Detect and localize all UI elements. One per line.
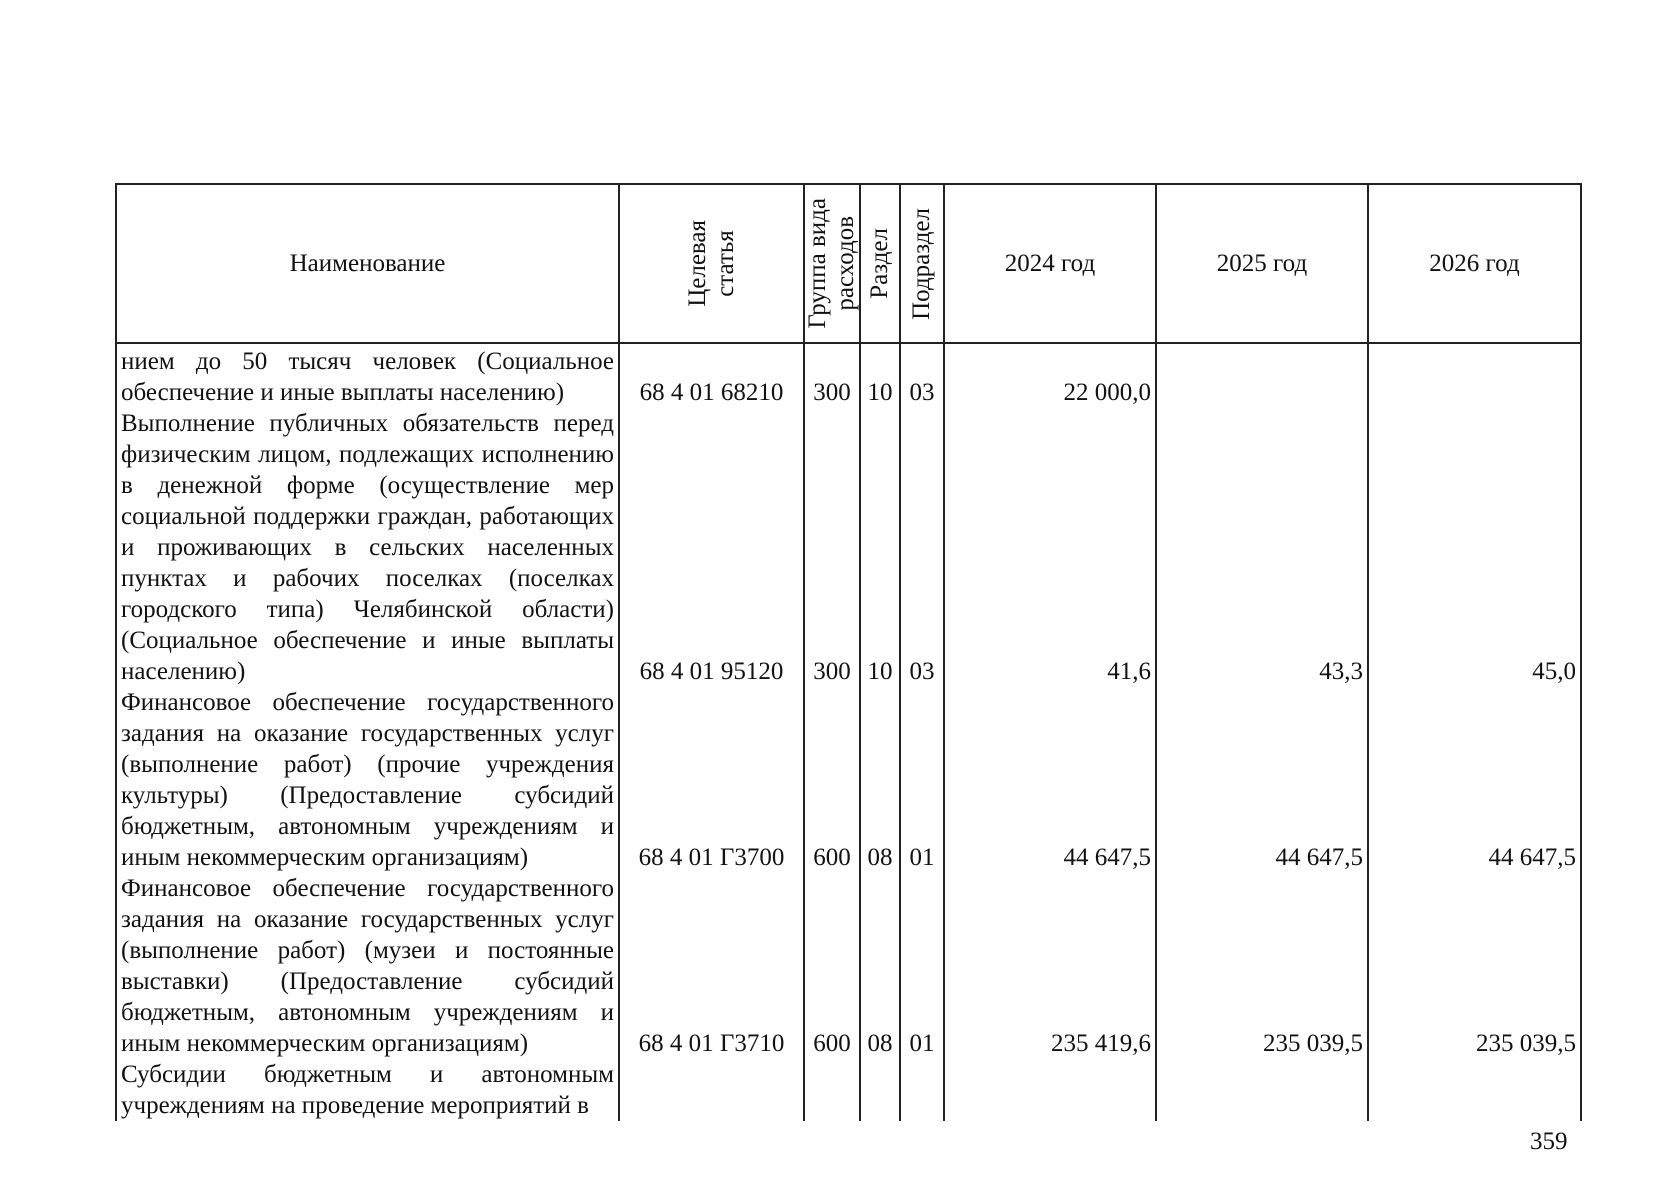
row-section: 10 — [860, 408, 900, 687]
row-expense-group: 600 — [804, 687, 860, 873]
row-name: Финансовое обеспечение государственного задания на оказание государственных услуг (выполнение работ) (музеи и постоянные выставки) (Предоставление субсидий бюджетным, автономным учреждениям и иным некоммерческим организациям) — [116, 873, 619, 1059]
row-2024: 41,6 — [944, 408, 1156, 687]
row-subsection: 01 — [900, 873, 944, 1059]
header-row — [116, 184, 1581, 343]
row-2024: 235 419,6 — [944, 873, 1156, 1059]
header-target-article: Целевая статья — [619, 184, 804, 343]
table-row — [116, 408, 1581, 687]
row-2025: 43,3 — [1156, 408, 1368, 687]
row-2025: 235 039,5 — [1156, 873, 1368, 1059]
budget-table — [115, 183, 1582, 1121]
row-expense-group: 600 — [804, 873, 860, 1059]
page-number: 359 — [1530, 1128, 1568, 1155]
header-expense-group: Группа вида расходов — [804, 184, 860, 343]
header-2024: 2024 год — [944, 184, 1156, 343]
header-subsection: Подраздел — [900, 184, 944, 343]
row-2025: 44 647,5 — [1156, 687, 1368, 873]
table-row — [116, 873, 1581, 1059]
row-expense-group: 300 — [804, 408, 860, 687]
row-name: Выполнение публичных обязательств перед физическим лицом, подлежащих исполнению в денежной форме (осуществление мер социальной поддержки граждан, работающих и проживающих в сельских населенных пунктах и рабочих поселках (поселках городского типа) Челябинской области) (Социальное обеспечение и иные выплаты населению) — [116, 408, 619, 687]
row-subsection: 03 — [900, 343, 944, 408]
row-subsection: 03 — [900, 408, 944, 687]
row-section — [860, 1059, 900, 1121]
row-2024 — [944, 1059, 1156, 1121]
row-2024: 44 647,5 — [944, 687, 1156, 873]
header-2026: 2026 год — [1368, 184, 1581, 343]
row-name: Финансовое обеспечение государственного задания на оказание государственных услуг (выполнение работ) (прочие учреждения культуры) (Предоставление субсидий бюджетным, автономным учреждениям и иным некоммерческим организациям) — [116, 687, 619, 873]
row-expense-group — [804, 1059, 860, 1121]
row-2026 — [1368, 343, 1581, 408]
row-target-article: 68 4 01 95120 — [619, 408, 804, 687]
table-row — [116, 687, 1581, 873]
row-section: 10 — [860, 343, 900, 408]
row-target-article: 68 4 01 68210 — [619, 343, 804, 408]
header-2025: 2025 год — [1156, 184, 1368, 343]
table-row — [116, 1059, 1581, 1121]
row-target-article — [619, 1059, 804, 1121]
table-row — [116, 343, 1581, 408]
row-section: 08 — [860, 873, 900, 1059]
row-expense-group: 300 — [804, 343, 860, 408]
row-2026 — [1368, 1059, 1581, 1121]
row-subsection: 01 — [900, 687, 944, 873]
row-target-article: 68 4 01 Г3710 — [619, 873, 804, 1059]
row-2026: 44 647,5 — [1368, 687, 1581, 873]
row-2025 — [1156, 1059, 1368, 1121]
row-2024: 22 000,0 — [944, 343, 1156, 408]
row-2026: 235 039,5 — [1368, 873, 1581, 1059]
header-name: Наименование — [116, 184, 619, 343]
header-section: Раздел — [860, 184, 900, 343]
row-2026: 45,0 — [1368, 408, 1581, 687]
row-subsection — [900, 1059, 944, 1121]
budget-sheet — [115, 183, 1580, 1121]
row-name: нием до 50 тысяч человек (Социальное обеспечение и иные выплаты населению) — [116, 343, 619, 408]
row-name: Субсидии бюджетным и автономным учреждениям на проведение мероприятий в — [116, 1059, 619, 1121]
row-section: 08 — [860, 687, 900, 873]
row-2025 — [1156, 343, 1368, 408]
row-target-article: 68 4 01 Г3700 — [619, 687, 804, 873]
